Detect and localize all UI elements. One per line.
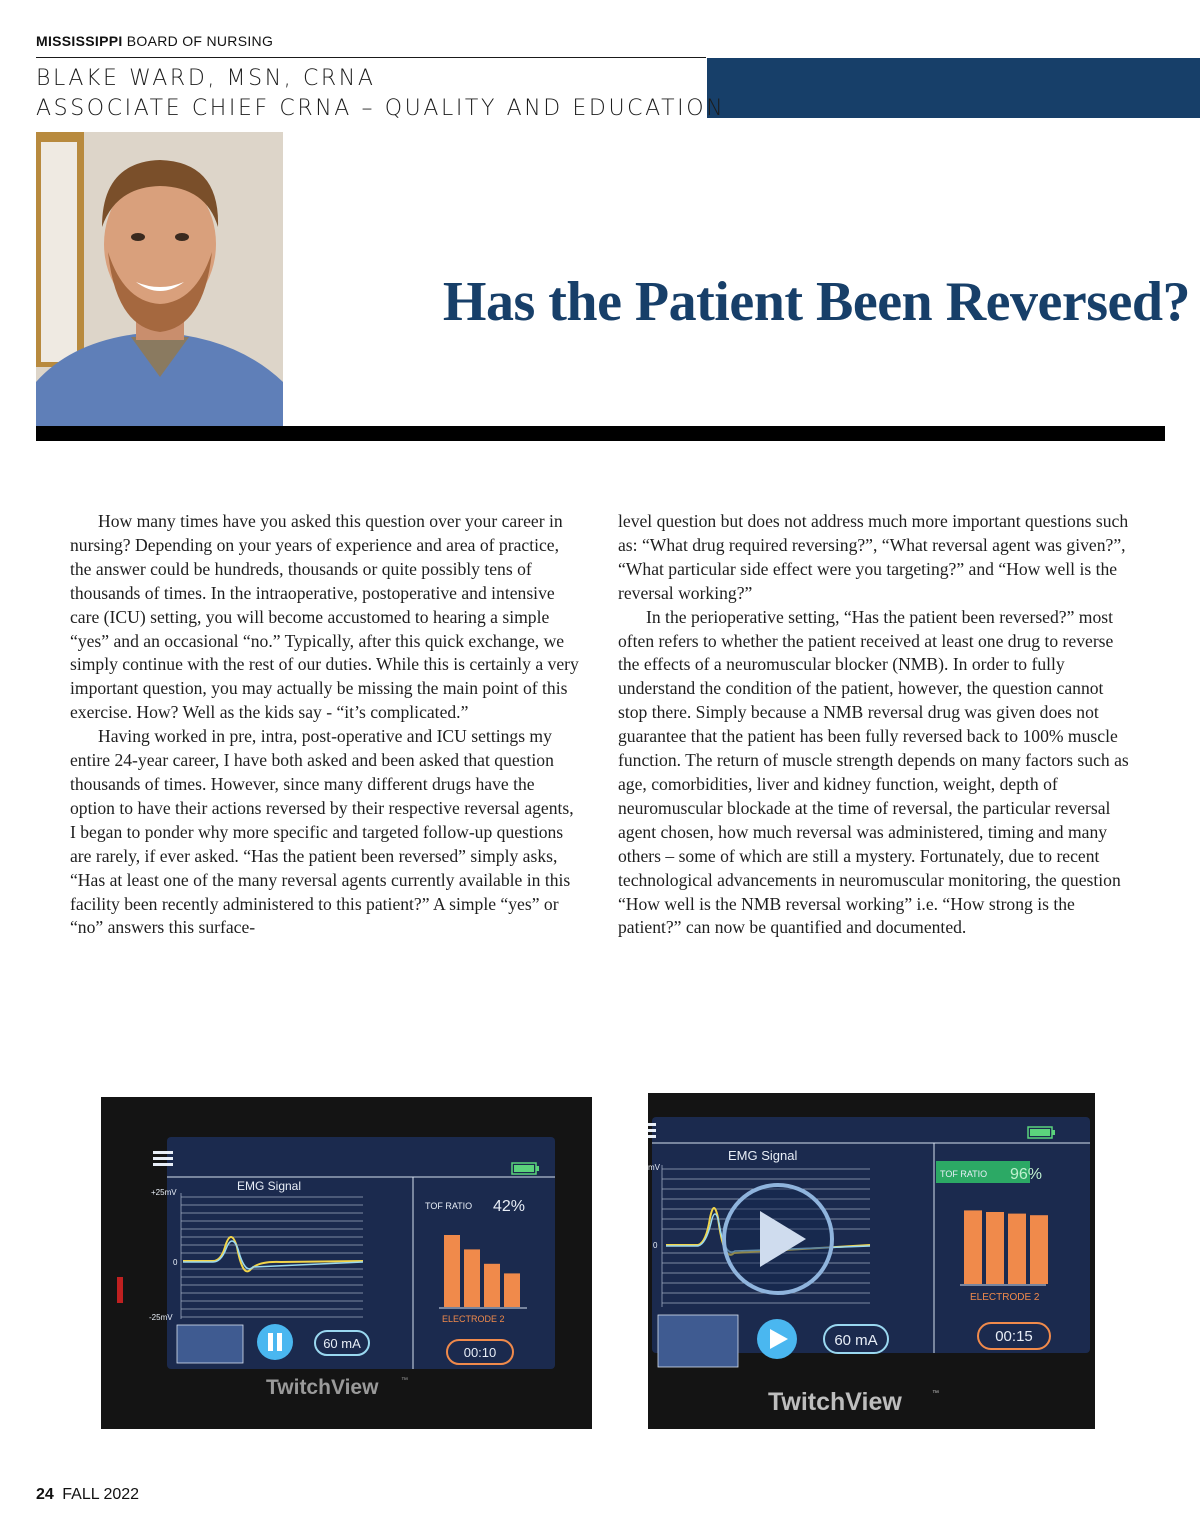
page-footer <box>36 1486 139 1504</box>
paragraph: level question but does not address much more important questions such as: “What drug required reversing?”, “What reversal agent was given?”, “What particular side effect were you targeting?” and “How well is the reversal working?” <box>618 511 1129 603</box>
author-block <box>36 64 725 124</box>
tof-bar <box>504 1273 520 1307</box>
paragraph: Having worked in pre, intra, post-operative and ICU settings my entire 24-year career, I have both asked and been asked that question thousands of times. However, since many different drugs have the option to have their actions reversed by their respective reversal agents, I began to ponder why more specific and targeted follow-up questions are rarely, if ever asked. “Has the patient been reversed” simply asks, “Has at least one of the many reversal agents currently available in this facility been recently administered to this patient?” A simple “yes” or “no” answers this surface- <box>70 726 574 938</box>
emg-signal-title: EMG Signal <box>237 1179 302 1193</box>
menu-icon <box>153 1151 173 1166</box>
header-rule <box>36 57 706 58</box>
tof-bar <box>464 1249 480 1307</box>
publication-name <box>36 33 273 49</box>
paragraph: In the perioperative setting, “Has the patient been reversed?” most often refers to whether the patient received at least one drug to reverse the effects of a neuromuscular blocker (NMB). In order to fully understand the condition of the patient, however, the question cannot stop there. Simply because a NMB reversal drug was given does not guarantee that the patient has been fully reversed back to 100% muscle function. The return of muscle strength depends on many factors such as age, comorbidities, liver and kidney function, weight, depth of neuromuscular blockade at the time of reversal, the particular reversal agent chosen, how much reversal was administered, timing and many others – some of which are still a mystery. Fortunately, due to recent technological advancements in neuromuscular monitoring, the question “How well is the NMB reversal working” i.e. “How strong is the patient?” can now be quantified and documented. <box>618 606 1129 938</box>
brand-logo: TwitchView <box>768 1388 902 1416</box>
tof-bar <box>986 1212 1004 1284</box>
author-name: BLAKE WARD, MSN, CRNA <box>36 66 376 91</box>
twitchview-photo-1 <box>101 1097 592 1429</box>
play-overlay-icon <box>724 1185 832 1293</box>
tof-bar <box>964 1210 982 1284</box>
trademark: ™ <box>932 1390 939 1397</box>
emg-y-top-label: mV <box>648 1163 660 1172</box>
emg-y-top-label: +25mV <box>151 1188 177 1197</box>
paragraph: How many times have you asked this question over your career in nursing? Depending on your years of experience and area of practice, the answer could be hundreds, thousands or quite possibly tens of thousands of times. In the intraoperative, postoperative and intensive care (ICU) setting, you will become accustomed to hearing a simple “yes” and an occasional “no.” Typically, after this quick exchange, we simply continue with the rest of our duties. While this is certainly a very important question, you may actually be missing the main point of this exercise. How? Well as the kids say - “it’s complicated.” <box>70 511 579 723</box>
tof-bar <box>444 1235 460 1307</box>
tof-bar <box>1008 1214 1026 1284</box>
tof-value: 42% <box>493 1198 526 1215</box>
issue-label: FALL 2022 <box>62 1486 140 1503</box>
timer-value: 00:10 <box>463 1345 497 1360</box>
play-button <box>757 1319 797 1359</box>
electrode-label: ELECTRODE 2 <box>442 1314 505 1324</box>
menu-icon <box>648 1123 656 1138</box>
current-value: 60 mA <box>834 1332 878 1349</box>
page-number: 24 <box>36 1486 54 1503</box>
timer-value: 00:15 <box>995 1328 1033 1345</box>
electrode-label: ELECTRODE 2 <box>970 1292 1040 1303</box>
publication-name-bold: MISSISSIPPI <box>36 33 123 49</box>
publication-name-rest: BOARD OF NURSING <box>126 33 274 49</box>
emg-y-zero-label: 0 <box>173 1258 178 1267</box>
tof-label: TOF RATIO <box>940 1169 988 1179</box>
article-column-left <box>70 510 582 940</box>
tof-value: 96% <box>1010 1166 1043 1183</box>
emg-signal-title: EMG Signal <box>728 1148 798 1163</box>
title-divider <box>36 426 1165 441</box>
emg-y-zero-label: 0 <box>653 1241 658 1250</box>
pause-button <box>257 1324 293 1360</box>
brand-logo: TwitchView <box>266 1376 379 1399</box>
current-value: 60 mA <box>323 1336 361 1351</box>
twitchview-photo-2 <box>648 1093 1095 1429</box>
tof-label: TOF RATIO <box>425 1201 473 1211</box>
author-photo <box>36 132 283 426</box>
twitchview-screen-2 <box>648 1093 1095 1429</box>
author-title: ASSOCIATE CHIEF CRNA – QUALITY AND EDUCATION <box>36 96 726 121</box>
emg-y-bottom-label: -25mV <box>149 1313 173 1322</box>
twitchview-screen-1 <box>101 1097 592 1429</box>
tof-bar <box>484 1264 500 1307</box>
article-column-right <box>618 510 1130 940</box>
trademark: ™ <box>401 1377 408 1384</box>
article-title: Has the Patient Been Reversed? <box>442 271 1190 333</box>
header-color-bar <box>707 58 1200 118</box>
tof-bar <box>1030 1215 1048 1284</box>
